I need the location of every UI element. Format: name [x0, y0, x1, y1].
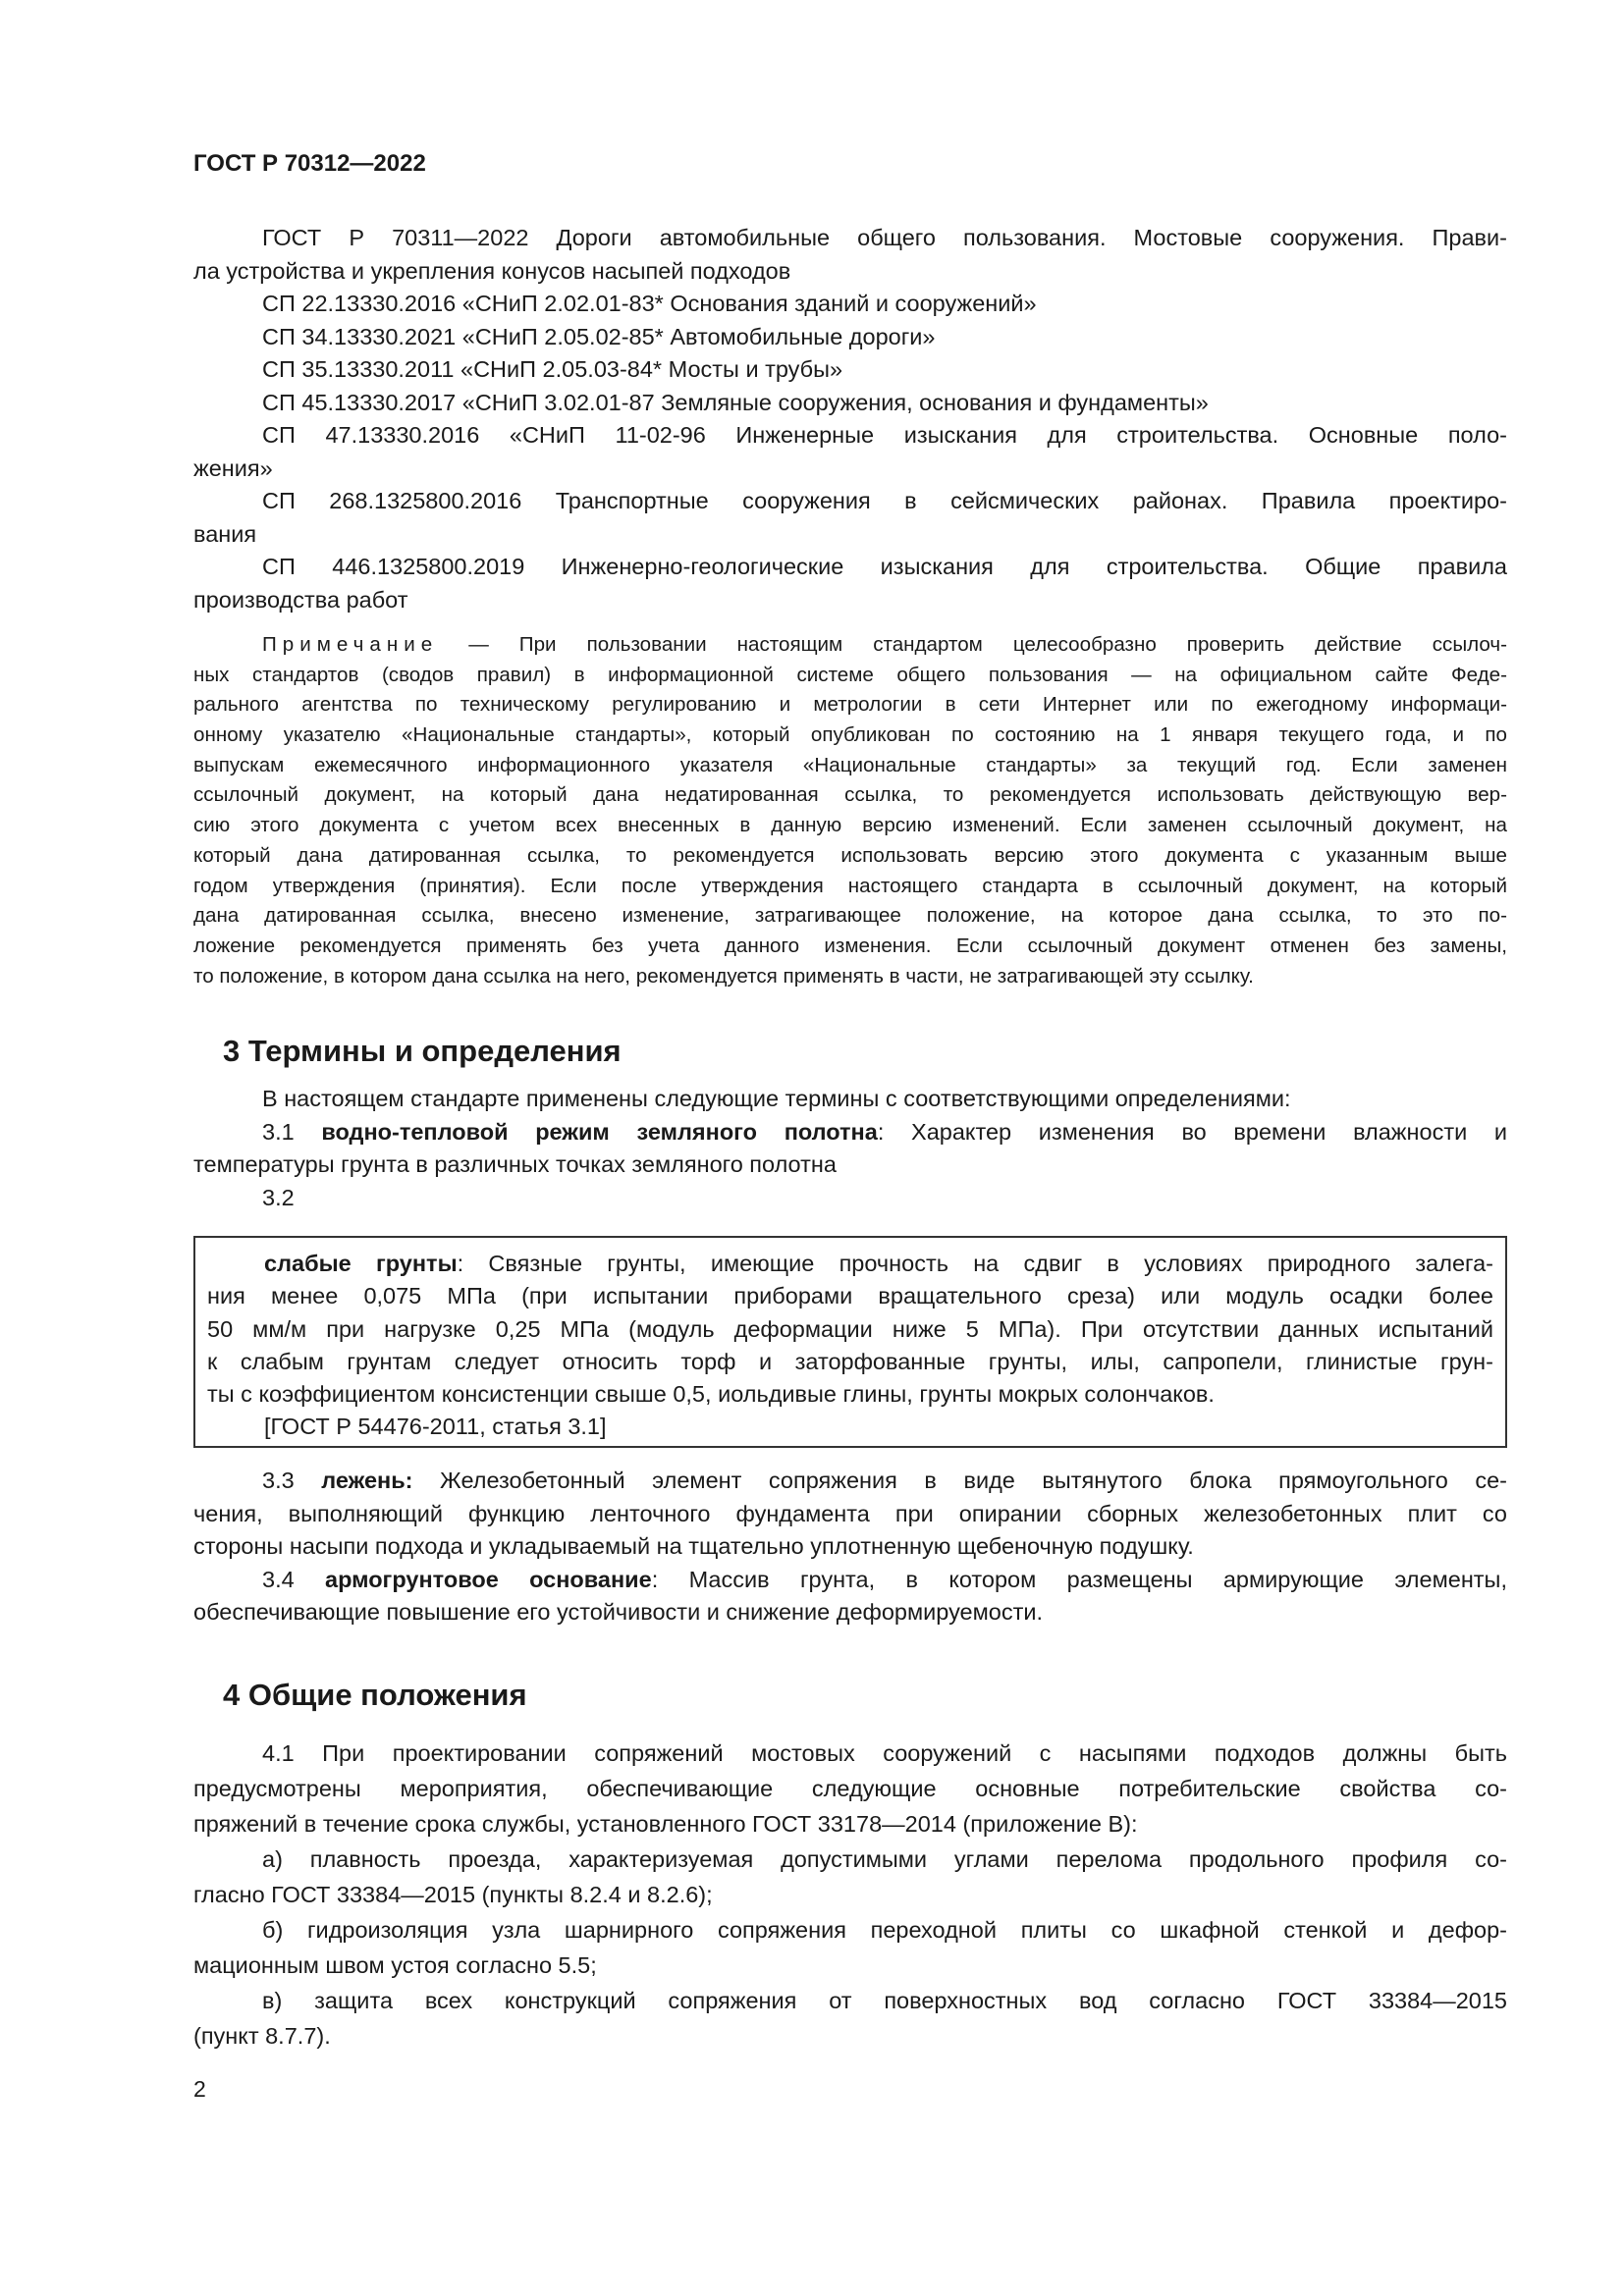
paragraph-line [193, 1983, 1507, 2018]
text-segment: в) защита всех конструкций сопряжения от поверхностных вод согласно ГОСТ 33384—2015 [262, 1988, 1507, 2013]
text-segment: — При пользовании настоящим стандартом целесообразно проверить действие ссылоч- [438, 633, 1507, 656]
text-segment: стороны насыпи подхода и укладываемый на тщательно уплотненную щебеночную подушку. [193, 1533, 1194, 1559]
reference-line: СП 268.1325800.2016 Транспортные сооружения в сейсмических районах. Правила проектиро- [262, 488, 1507, 513]
text-segment: : Массив грунта, в котором размещены армирующие элементы, [651, 1566, 1507, 1592]
reference-line: жения» [193, 454, 273, 481]
paragraph-line [193, 1083, 1507, 1116]
reference-line: вания [193, 520, 257, 547]
text-segment: 50 мм/м при нагрузке 0,25 МПа (модуль деформации ниже 5 МПа). При отсутствии данных испытаний [207, 1315, 1493, 1342]
text-segment: предусмотрены мероприятия, обеспечивающие следующие основные потребительские свойства со- [193, 1776, 1507, 1801]
reference-line: СП 446.1325800.2019 Инженерно-геологические изыскания для строительства. Общие правила [262, 554, 1507, 579]
reference-line: производства работ [193, 586, 408, 613]
paragraph-line [193, 1182, 1507, 1215]
reference-line: СП 47.13330.2016 «СНиП 11-02-96 Инженерные изыскания для строительства. Основные поло- [262, 422, 1507, 448]
box-line [207, 1346, 1493, 1378]
normative-references-list [193, 222, 1507, 616]
text-segment: 3.3 [262, 1468, 322, 1493]
paragraph-line [193, 1116, 1507, 1149]
text-segment: б) гидроизоляция узла шарнирного сопряжения переходной плиты со шкафной стенкой и дефор- [262, 1917, 1507, 1943]
note-line: дана датированная ссылка, внесено изменение, затрагивающее положение, на которое дана ссылка, то это по- [193, 904, 1507, 928]
text-segment: температуры грунта в различных точках земляного полотна [193, 1151, 837, 1177]
reference-line: СП 35.13330.2011 «СНиП 2.05.03-84* Мосты и трубы» [262, 356, 843, 382]
text-segment: : Связные грунты, имеющие прочность на сдвиг в условиях природного залега- [457, 1251, 1493, 1276]
note-line: ссылочный документ, на который дана недатированная ссылка, то рекомендуется использовать действующую вер- [193, 783, 1507, 807]
section-3-terms [193, 1465, 1507, 1629]
term-name: армогрунтовое основание [325, 1566, 652, 1592]
term-name: слабые грунты [264, 1251, 458, 1276]
box-line [207, 1378, 1493, 1411]
text-segment: мационным швом устоя согласно 5.5; [193, 1952, 597, 1978]
section-3-intro [193, 1083, 1507, 1214]
text-segment: пряжений в течение срока службы, установленного ГОСТ 33178—2014 (приложение В): [193, 1811, 1138, 1837]
text-segment: гласно ГОСТ 33384—2015 (пункты 8.2.4 и 8.2.6); [193, 1882, 713, 1907]
text-segment: ния менее 0,075 МПа (при испытании приборами вращательного среза) или модуль осадки более [207, 1283, 1493, 1309]
paragraph-line [193, 1948, 1507, 1983]
text-segment: Железобетонный элемент сопряжения в виде вытянутого блока прямоугольного се- [412, 1468, 1507, 1493]
note-line: выпускам ежемесячного информационного указателя «Национальные стандарты» за текущий год. Если заменен [193, 753, 1507, 776]
term-line [193, 1564, 1507, 1597]
reference-line: ГОСТ Р 70311—2022 Дороги автомобильные общего пользования. Мостовые сооружения. Прави- [262, 225, 1507, 250]
note-line: ложение рекомендуется применять без учета данного изменения. Если ссылочный документ отменен без замены, [193, 934, 1507, 957]
text-segment: (пункт 8.7.7). [193, 2023, 331, 2049]
section-4-body [193, 1735, 1507, 2054]
note-line: онному указателю «Национальные стандарты», который опубликован по состоянию на 1 января текущего года, и по [193, 723, 1507, 747]
box-line [207, 1313, 1493, 1346]
note-line [193, 630, 1507, 661]
paragraph-line [193, 1877, 1507, 1912]
section-3-heading: 3 Термины и определения [223, 1034, 622, 1068]
term-line [193, 1465, 1507, 1498]
paragraph-line [193, 2018, 1507, 2054]
text-segment: а) плавность проезда, характеризуемая допустимыми углами перелома продольного профиля со- [262, 1846, 1507, 1872]
term-line [193, 1530, 1507, 1564]
text-segment: 3.4 [262, 1566, 326, 1592]
note-label: Примечание [262, 633, 439, 656]
text-segment: чения, выполняющий функцию ленточного фундамента при опирании сборных железобетонных плит со [193, 1500, 1507, 1526]
reference-line: СП 45.13330.2017 «СНиП 3.02.01-87 Земляные сооружения, основания и фундаменты» [262, 389, 1209, 415]
box-line [207, 1248, 1493, 1280]
note-line: ных стандартов (сводов правил) в информационной системе общего пользования — на официальном сайте Феде- [193, 663, 1507, 686]
text-segment: 3.1 [262, 1118, 322, 1145]
term-name: водно-тепловой режим земляного полотна [321, 1118, 878, 1145]
paragraph-line [193, 1842, 1507, 1877]
page-number: 2 [193, 2076, 206, 2102]
text-segment: В настоящем стандарте применены следующие термины с соответствующими определениями: [262, 1086, 1291, 1111]
box-line [207, 1411, 1493, 1443]
paragraph-line [193, 1771, 1507, 1806]
paragraph-line [193, 1148, 1507, 1182]
text-segment: [ГОСТ Р 54476-2011, статья 3.1] [264, 1414, 607, 1440]
note-line: сию этого документа с учетом всех внесенных в данную версию изменений. Если заменен ссылочный документ, на [193, 814, 1507, 837]
note-line: рального агентства по техническому регулированию и метрологии в сети Интернет или по ежегодному информаци- [193, 693, 1507, 717]
term-3-2-box [193, 1236, 1507, 1448]
reference-line: СП 22.13330.2016 «СНиП 2.02.01-83* Основания зданий и сооружений» [262, 291, 1037, 316]
term-name: лежень: [321, 1468, 413, 1493]
section-4-heading: 4 Общие положения [223, 1678, 527, 1712]
note-line: то положение, в котором дана ссылка на него, рекомендуется применять в части, не затрагивающей эту ссылку. [193, 964, 1254, 988]
note-paragraph [193, 630, 1507, 991]
note-line: который дана датированная ссылка, то рекомендуется использовать версию этого документа с указанным выше [193, 843, 1507, 867]
paragraph-line [193, 1735, 1507, 1771]
paragraph-line [193, 1806, 1507, 1842]
text-segment: обеспечивающие повышение его устойчивости и снижение деформируемости. [193, 1599, 1044, 1625]
text-segment: ты с коэффициентом консистенции свыше 0,5, иольдивые глины, грунты мокрых солончаков. [207, 1381, 1215, 1408]
box-line [207, 1280, 1493, 1312]
document-header: ГОСТ Р 70312—2022 [193, 150, 426, 177]
paragraph-line [193, 1912, 1507, 1948]
term-line [193, 1596, 1507, 1629]
text-segment: к слабым грунтам следует относить торф и заторфованные грунты, илы, сапропели, глинистые грун- [207, 1348, 1493, 1374]
text-segment: 4.1 При проектировании сопряжений мостовых сооружений с насыпями подходов должны быть [262, 1740, 1507, 1766]
reference-line: ла устройства и укрепления конусов насыпей подходов [193, 257, 791, 284]
note-line: годом утверждения (принятия). Если после утверждения настоящего стандарта в ссылочный документ, на который [193, 874, 1507, 897]
reference-line: СП 34.13330.2021 «СНиП 2.05.02-85* Автомобильные дороги» [262, 323, 936, 349]
text-segment: : Характер изменения во времени влажности и [877, 1118, 1508, 1145]
term-line [193, 1498, 1507, 1531]
text-segment: 3.2 [262, 1184, 295, 1210]
